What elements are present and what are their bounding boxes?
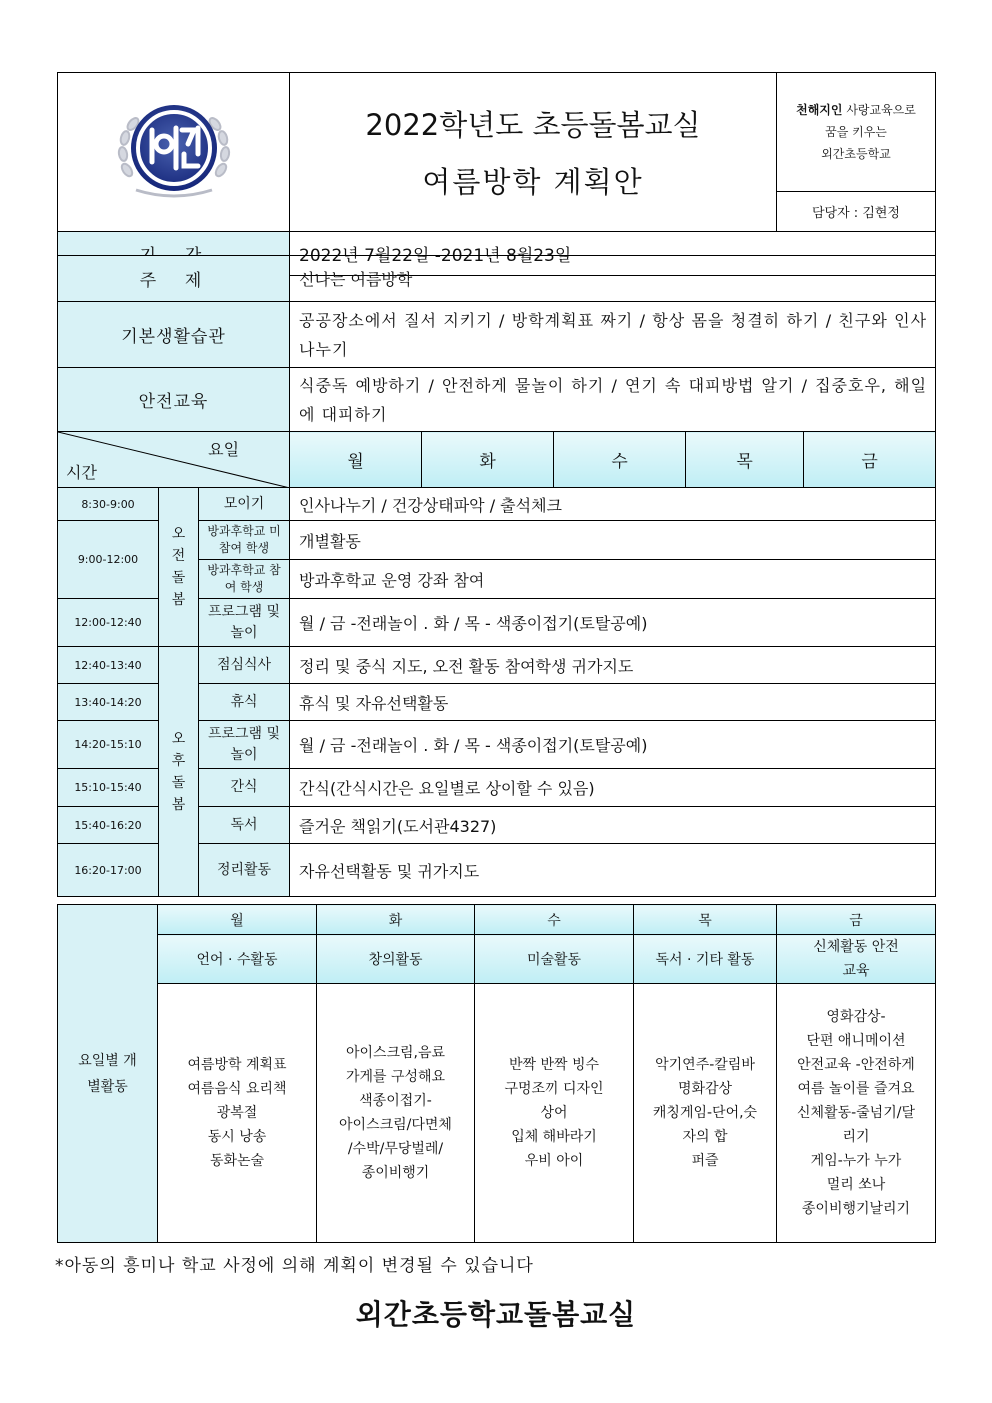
day-thu: 목 — [686, 432, 804, 488]
time-cell: 15:10-15:40 — [58, 769, 159, 807]
act-content-mon: 여름방학 계획표 여름음식 요리책 광복절 동시 낭송 동화논술 — [158, 984, 317, 1243]
act-content-thu: 악기연주-칼림바 명화감상 캐칭게임-단어,숫 자의 합 퍼즐 — [634, 984, 777, 1243]
program-name: 방과후학교 참여 학생 — [199, 560, 290, 599]
habit-value: 공공장소에서 질서 지키기 / 방학계획표 짜기 / 항상 몸을 청결히 하기 / 친구와 인사 나누기 — [290, 302, 936, 368]
program-name: 프로그램 및 놀이 — [199, 721, 290, 769]
program-content: 정리 및 중식 지도, 오전 활동 참여학생 귀가지도 — [290, 647, 936, 684]
day-axis-label: 요일 — [208, 440, 240, 459]
program-content: 자유선택활동 및 귀가지도 — [290, 844, 936, 897]
time-cell: 14:20-15:10 — [58, 721, 159, 769]
footer-note: *아동의 흥미나 학교 사정에 의해 계획이 변경될 수 있습니다 — [55, 1256, 534, 1276]
time-cell: 8:30-9:00 — [58, 488, 159, 521]
time-cell: 9:00-12:00 — [58, 521, 159, 599]
act-day-thu: 목 — [634, 905, 777, 935]
program-name: 독서 — [199, 807, 290, 844]
title-cell — [290, 73, 777, 232]
act-day-tue: 화 — [317, 905, 475, 935]
program-content: 개별활동 — [290, 521, 936, 560]
program-name: 프로그램 및 놀이 — [199, 599, 290, 647]
program-content: 월 / 금 -전래놀이 . 화 / 목 - 색종이접기(토탈공예) — [290, 599, 936, 647]
motto-bold: 천해지인 — [796, 103, 843, 117]
safety-value: 식중독 예방하기 / 안전하게 물놀이 하기 / 연기 속 대피방법 알기 / 집중호우, 해일에 대피하기 — [290, 368, 936, 432]
motto-line3: 외간초등학교 — [821, 147, 891, 161]
pm-care-label: 오 후 돌 봄 — [159, 647, 199, 897]
program-name: 방과후학교 미참여 학생 — [199, 521, 290, 560]
act-content-fri: 영화감상- 단편 애니메이션 안전교육 -안전하게 여름 놀이를 즐겨요 신체활동-줄넘기/달 리기 게임-누가 누가 멀리 쏘나 종이비행기날리기 — [777, 984, 936, 1243]
header-table — [57, 72, 936, 276]
title-line1: 2022학년도 초등돌봄교실 — [365, 108, 701, 142]
program-name: 점심식사 — [199, 647, 290, 684]
time-cell: 13:40-14:20 — [58, 684, 159, 721]
act-category: 언어 · 수활동 — [158, 935, 317, 984]
logo-cell — [58, 73, 290, 232]
day-tue: 화 — [422, 432, 554, 488]
time-cell: 12:00-12:40 — [58, 599, 159, 647]
schedule-row — [58, 647, 936, 684]
act-category: 미술활동 — [475, 935, 634, 984]
day-wed: 수 — [554, 432, 686, 488]
motto-line2: 꿈을 키우는 — [825, 125, 887, 139]
am-care-label: 오 전 돌 봄 — [159, 488, 199, 647]
day-fri: 금 — [804, 432, 936, 488]
motto-cell — [777, 73, 936, 192]
program-name: 휴식 — [199, 684, 290, 721]
time-cell: 12:40-13:40 — [58, 647, 159, 684]
manager-cell: 담당자 : 김현정 — [777, 192, 936, 232]
time-axis-label: 시간 — [66, 463, 97, 482]
school-logo — [114, 98, 234, 202]
schedule-table — [57, 255, 936, 897]
program-name: 간식 — [199, 769, 290, 807]
act-day-wed: 수 — [475, 905, 634, 935]
footer-school: 외간초등학교돌봄교실 — [355, 1298, 637, 1331]
habit-label: 기본생활습관 — [58, 302, 290, 368]
act-category: 독서 · 기타 활동 — [634, 935, 777, 984]
program-content: 방과후학교 운영 강좌 참여 — [290, 560, 936, 599]
program-content: 휴식 및 자유선택활동 — [290, 684, 936, 721]
safety-label: 안전교육 — [58, 368, 290, 432]
activities-row-label: 요일별 개별활동 — [58, 905, 158, 1243]
act-content-wed: 반짝 반짝 빙수 구멍조끼 디자인 상어 입체 해바라기 우비 아이 — [475, 984, 634, 1243]
act-day-fri: 금 — [777, 905, 936, 935]
act-day-mon: 월 — [158, 905, 317, 935]
title-line2: 여름방학 계획안 — [422, 165, 644, 199]
program-content: 즐거운 책읽기(도서관4327) — [290, 807, 936, 844]
program-content: 간식(간식시간은 요일별로 상이할 수 있음) — [290, 769, 936, 807]
theme-value: 신나는 여름방학 — [290, 256, 936, 302]
act-category: 창의활동 — [317, 935, 475, 984]
act-category: 신체활동 안전교육 — [777, 935, 936, 984]
act-content-tue: 아이스크림,음료 가게를 구성해요 색종이접기- 아이스크림/다면체 /수박/무당벌레/ 종이비행기 — [317, 984, 475, 1243]
diagonal-header — [58, 432, 290, 488]
program-content: 월 / 금 -전래놀이 . 화 / 목 - 색종이접기(토탈공예) — [290, 721, 936, 769]
motto-rest: 사랑교육으로 — [842, 103, 916, 117]
program-name: 모이기 — [199, 488, 290, 521]
program-name: 정리활동 — [199, 844, 290, 897]
time-cell: 16:20-17:00 — [58, 844, 159, 897]
activities-table — [57, 904, 936, 1243]
period-value: 2022년 7월22일 -2021년 8월23일 — [290, 232, 936, 276]
theme-label: 주 제 — [58, 256, 290, 302]
time-cell: 15:40-16:20 — [58, 807, 159, 844]
schedule-row — [58, 488, 936, 521]
day-mon: 월 — [290, 432, 422, 488]
program-content: 인사나누기 / 건강상태파악 / 출석체크 — [290, 488, 936, 521]
